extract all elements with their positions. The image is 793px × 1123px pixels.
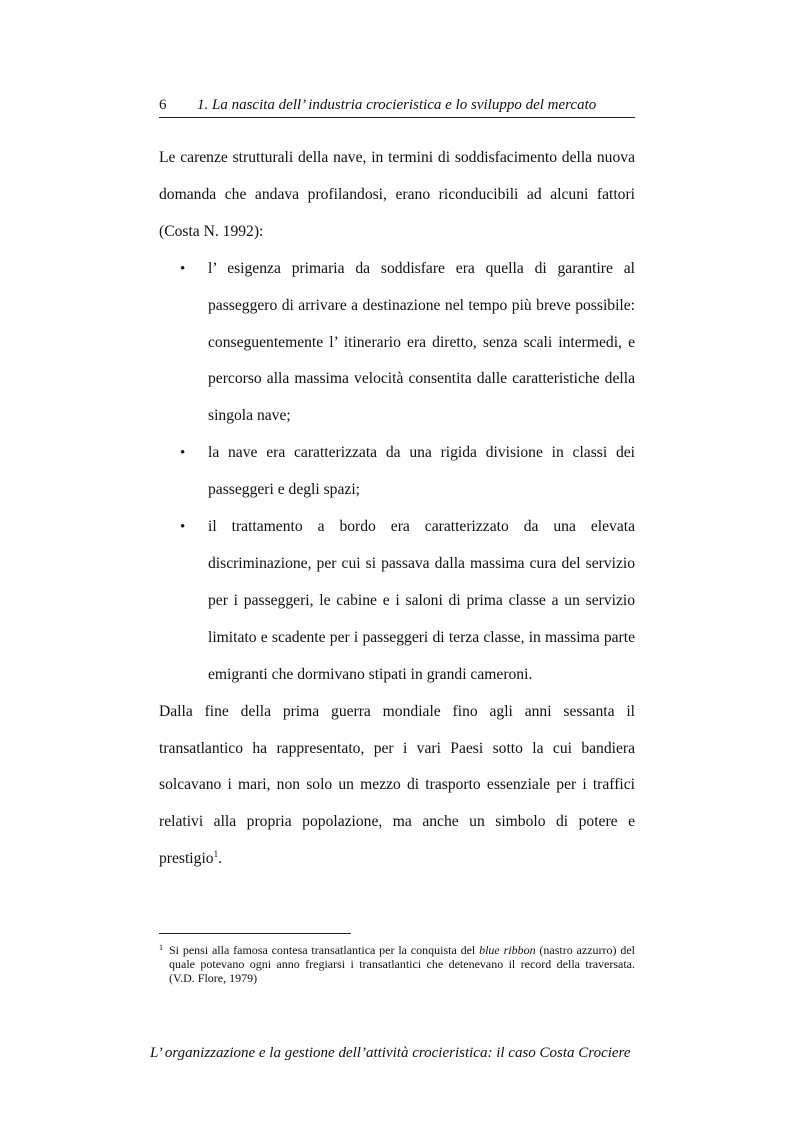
- footnote-text: [159, 943, 635, 985]
- list-item: [159, 509, 635, 694]
- page-footer: L’ organizzazione e la gestione dell’attività crocieristica: il caso Costa Crociere: [150, 1045, 631, 1061]
- footnote-marker: 1: [159, 943, 163, 952]
- closing-punctuation: .: [218, 850, 222, 868]
- closing-paragraph: [159, 694, 635, 879]
- bullet-icon: •: [180, 260, 186, 277]
- intro-paragraph: Le carenze strutturali della nave, in termini di soddisfacimento della nuova domanda che andava profilandosi, erano riconducibili ad alcuni fattori (Costa N. 1992):: [159, 149, 635, 240]
- list-item-text: il trattamento a bordo era caratterizzato da una elevata discriminazione, per cui si passava dalla massima cura del servizio per i passeggeri, le cabine e i saloni di prima classe a un servizio limitato e scadente per i passeggeri di terza classe, in massima parte emigranti che dormivano stipati in grandi cameroni.: [208, 518, 635, 683]
- closing-paragraph-text: Dalla fine della prima guerra mondiale fino agli anni sessanta il transatlantico ha rappresentato, per i vari Paesi sotto la cui bandiera solcavano i mari, non solo un mezzo di trasporto essenziale per i traffici relativi alla propria popolazione, ma anche un simbolo di potere e prestigio: [159, 702, 635, 868]
- list-item-text: l’ esigenza primaria da soddisfare era quella di garantire al passeggero di arrivare a destinazione nel tempo più breve possibile: conseguentemente l’ itinerario era diretto, senza scali intermedi, e percorso alla massima velocità consentita dalle caratteristiche della singola nave;: [208, 259, 635, 425]
- footnote: [159, 943, 635, 985]
- page-number: 6: [159, 97, 167, 113]
- bullet-icon: •: [180, 445, 186, 462]
- page-header: [159, 95, 635, 118]
- bullet-icon: •: [180, 519, 186, 536]
- list-item-text: la nave era caratterizzata da una rigida divisione in classi dei passeggeri e degli spazi;: [208, 444, 635, 499]
- list-item: [159, 435, 635, 509]
- list-item: [159, 251, 635, 436]
- footnote-emphasis: blue ribbon: [479, 943, 536, 957]
- footnote-text-after: (nastro azzurro) del quale potevano ogni anno fregiarsi i transatlantici che detenevano il record della traversata. (V.D. Flore, 1979): [169, 943, 635, 985]
- footnote-text-before: Si pensi alla famosa contesa transatlantica per la conquista del: [169, 943, 480, 957]
- footnote-reference[interactable]: 1: [213, 849, 219, 860]
- bullet-list: [159, 251, 635, 694]
- body-text: [159, 140, 635, 878]
- footnote-divider: [159, 933, 351, 934]
- chapter-title: 1. La nascita dell’ industria crocieristica e lo sviluppo del mercato: [197, 97, 597, 113]
